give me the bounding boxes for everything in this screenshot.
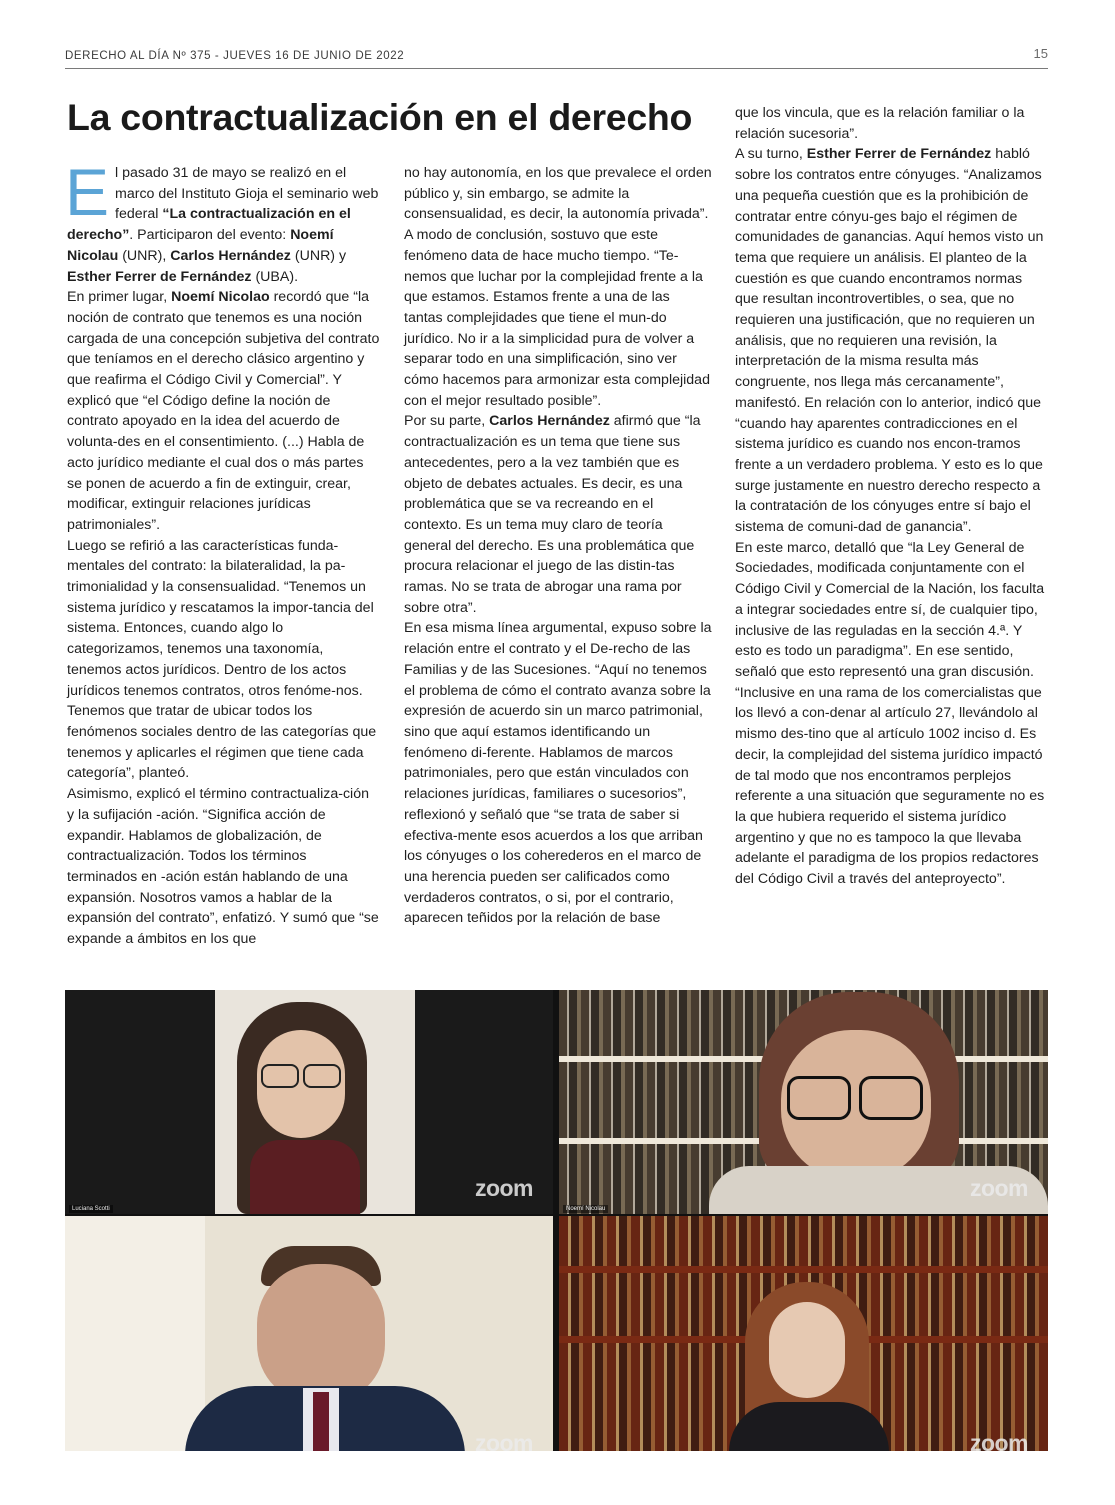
paragraph: En primer lugar, Noemí Nicolao recordó que “la noción de contrato que tenemos es una noción cargada de una concepción subjetiva del contrato que teníamos en el derecho clásico argentino y que reafirma el Código Civil y Comercial”. Y explicó que “el Código define la noción de contrato apoyado en la idea del acuerdo de volunta-des en el consentimiento. (...) Habla de acto jurídico mediante el cual dos o más partes se ponen de acuerdo a fin de extinguir, crear, modificar, extinguir relaciones jurídicas patrimoniales”.: [67, 289, 380, 533]
video-tile-speaker: [65, 1216, 553, 1451]
article-title: La contractualización en el derecho: [67, 96, 693, 138]
paragraph: Asimismo, explicó el término contractualiza-ción y la sufijación -ación. “Significa acción de expandir. Hablamos de globalización, de contractualización. Todos los términos terminados en -ación están hablando de una expansión. Nosotros vamos a hablar de la expansión del contrato”, enfatizó. Y sumó que “se expande a ámbitos en los que: [67, 786, 379, 948]
article-column-3: [735, 103, 1048, 890]
paragraph: A su turno, Esther Ferrer de Fernández habló sobre los contratos entre cónyuges. “Analizamos una pequeña cuestión que es la prohibición de contratar entre cónyu-ges bajo el régimen de comunidades de ganancias. Aquí hemos visto un tema que requiere un análisis. El planteo de la cuestión es que cuando encontramos normas que resultan incontrovertibles, o sea, que no requieren una justificación, que no requieren un análisis, que no requieren una revisión, la interpretación de la misma resulta más congruente, nos llega más cercanamente”, manifestó. En relación con lo anterior, indicó que “cuando hay aparentes contradicciones en el sistema jurídico es cuando nos encon-tramos frente a un verdadero problema. Y esto es lo que surge justamente en nuestro derecho respecto a la contratación de los cónyuges entre sí bajo el sistema de comuni-dad de ganancia”.: [735, 146, 1044, 536]
paragraph: El pasado 31 de mayo se realizó en el marco del Instituto Gioja el seminario web federal “La contractualización en el derecho”. Participaron del evento: Noemí Nicolau (UNR), Carlos Hernández (UNR) y Esther Ferrer de Fernández (UBA).: [65, 155, 379, 285]
zoom-logo: zoom: [474, 1430, 533, 1451]
page-number: 15: [1033, 46, 1048, 61]
clothing-shape: [729, 1402, 889, 1451]
paragraph: A modo de conclusión, sostuvo que este fenómeno data de hace mucho tiempo. “Te-nemos que luchar por la complejidad frente a la que estamos. Estamos frente a una de las tantas complejidades que tiene el mun-do jurídico. No ir a la simplicidad pura de volver a separar todo en una simplificación, sino ver cómo hacemos para armonizar esta complejidad con el mejor resultado posible”.: [404, 227, 710, 409]
page-header: [65, 46, 1048, 69]
article-column-2: [404, 163, 712, 929]
zoom-logo: zoom: [474, 1175, 533, 1201]
drop-cap: E: [65, 155, 110, 229]
shelf-board: [559, 1266, 1048, 1273]
zoom-logo: zoom: [969, 1430, 1028, 1451]
participant-name: Noemí Nicolau: [563, 1205, 608, 1213]
article-column-1: [65, 155, 380, 950]
paragraph: Luego se refirió a las características funda-mentales del contrato: la bilateralidad, la pa-trimonialidad y la consensualidad. “Tenemos un sistema jurídico y rescatamos la impor-tancia del sistema. Entonces, cuando algo lo categorizamos, tenemos una taxonomía, tenemos actos jurídicos. Dentro de los actos jurídicos tenemos contratos, otros fenóme-nos. Tenemos que tratar de ubicar todos los fenómenos sociales dentro de las categorías que tenemos y aplicarles el régimen que tiene cada categoría”, planteó.: [67, 537, 377, 782]
face-shape: [769, 1302, 845, 1398]
glasses-right-shape: [303, 1064, 341, 1088]
video-tile-speaker: [559, 1216, 1048, 1451]
paragraph: En este marco, detalló que “la Ley General de Sociedades, modificada conjuntamente con el Código Civil y Comercial de la Nación, los faculta a integrar sociedades entre sí, de cualquier tipo, inclusive de las reguladas en la sección 4.ª. Y esto es todo un paradigma”. En ese sentido, señaló que esto representó una gran discusión. “Inclusive en una rama de los comercialistas que los llevó a con-denar al artículo 27, llevándolo al mismo des-tino que al artículo 1002 inciso d. Es decir, la complejidad del sistema jurídico impactó de tal modo que nos encontramos perplejos referente a una situación que seguramente no es la que hubiera requerido el sistema jurídico argentino y que no es tampoco la que llevaba adelante el paradigma de los propios redactores del Código Civil a través del anteproyecto”.: [735, 539, 1045, 888]
video-tile-noemi-nicolau: [559, 990, 1048, 1214]
glasses-left-shape: [261, 1064, 299, 1088]
glasses-left-shape: [787, 1076, 851, 1120]
scarf-shape: [250, 1140, 360, 1214]
zoom-meeting-photo: [65, 990, 1048, 1451]
zoom-logo: zoom: [969, 1175, 1028, 1201]
paragraph: que los vincula, que es la relación familiar o la relación sucesoria”.: [735, 105, 1025, 142]
tie-shape: [313, 1392, 329, 1451]
video-tile-luciana-scotti: [65, 990, 553, 1214]
wall-background: [65, 1216, 205, 1451]
face-shape: [257, 1264, 385, 1404]
paragraph: no hay autonomía, en los que prevalece el orden público y, sin embargo, se admite la consensualidad, es decir, la autonomía privada”.: [404, 165, 712, 223]
glasses-right-shape: [859, 1076, 923, 1120]
participant-name: Luciana Scotti: [69, 1205, 113, 1213]
paragraph: Por su parte, Carlos Hernández afirmó que “la contractualización es un tema que tiene sus antecedentes, pero a la vez también que es objeto de debates actuales. Es decir, es una problemática que se va recreando en el contexto. Es un tema muy claro de teoría general del derecho. Es una problemática que procura relacionar el juego de las distin-tas ramas. No se trata de abrogar una rama por sobre otra”.: [404, 413, 701, 616]
publication-line: DERECHO AL DÍA Nº 375 - JUEVES 16 DE JUNIO DE 2022: [65, 50, 405, 62]
paragraph: En esa misma línea argumental, expuso sobre la relación entre el contrato y el De-recho de las Familias y de las Sucesiones. “Aquí no tenemos el problema de cómo el contrato avanza sobre la expresión de acuerdo sin un marco patrimonial, sino que aquí estamos identificando un fenómeno di-ferente. Hablamos de marcos patrimoniales, pero que están vinculados con relaciones jurídicas, familiares o sucesorios”, reflexionó y señaló que “se trata de saber si efectiva-mente esos acuerdos a los que arriban los cónyuges o los coherederos en el marco de una herencia pueden ser calificados como verdaderos contratos, o si, por el contrario, aparecen teñidos por la relación de base: [404, 620, 712, 927]
